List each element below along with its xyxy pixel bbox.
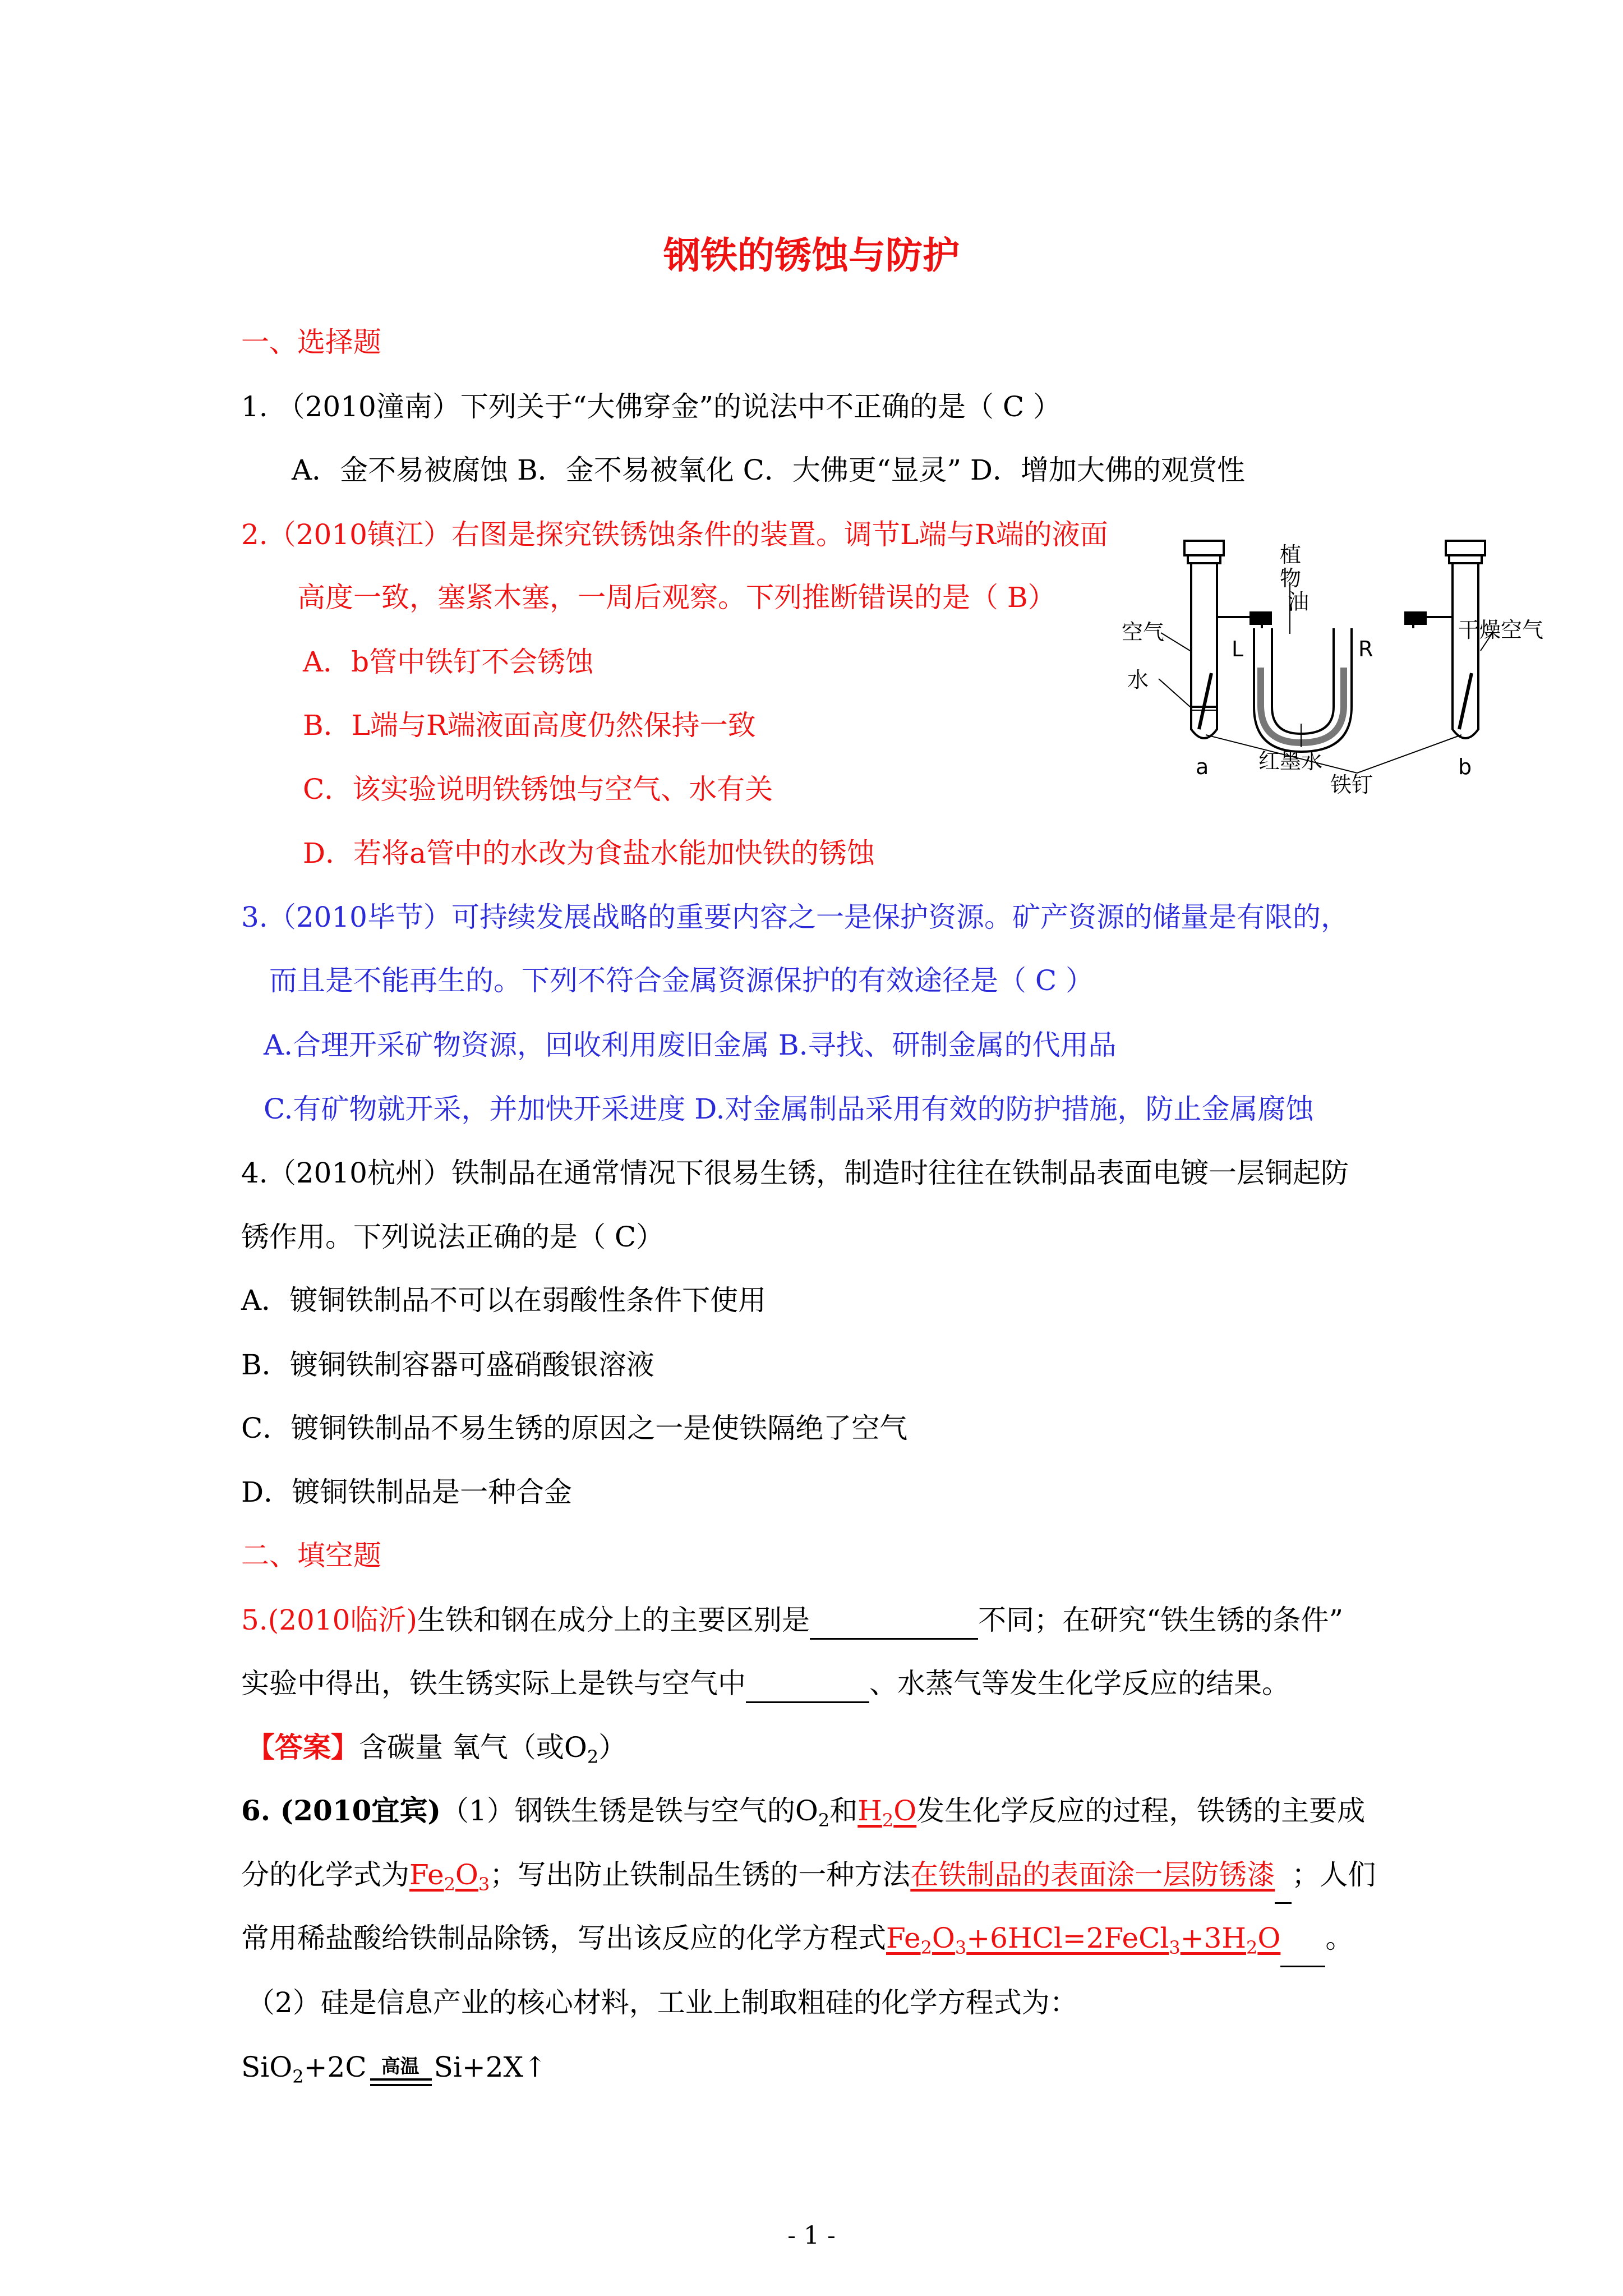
section-heading-fill: 二、填空题 — [241, 1539, 381, 1572]
question-5-blank-1[interactable] — [810, 1609, 978, 1640]
reaction-condition: 高温 — [367, 2057, 434, 2096]
question-5-part2: 不同；在研究“铁生锈的条件” — [978, 1604, 1344, 1636]
question-6-silicon-equation: SiO$_2$+2C 高温 Si+2X↑ — [241, 2047, 547, 2096]
page-number: - 1 - — [787, 2221, 836, 2250]
question-6-eq-blank — [1280, 1936, 1325, 1967]
question-5-line2 — [241, 1664, 1290, 1703]
question-5-line1 — [241, 1600, 1343, 1640]
label-plant-oil-2: 物 — [1280, 566, 1302, 591]
question-6-blank-tail — [1275, 1873, 1292, 1904]
section-heading-choice: 一、选择题 — [241, 326, 381, 358]
question-2-stem-line1: 2.（2010镇江）右图是探究铁锈蚀条件的装置。调节L端与R端的液面 — [241, 518, 1108, 551]
question-4-option-a: A．镀铜铁制品不可以在弱酸性条件下使用 — [241, 1284, 767, 1317]
stopper-a — [1184, 541, 1224, 555]
question-6-line1 — [241, 1791, 1365, 1840]
question-5-line2a: 实验中得出，铁生锈实际上是铁与空气中 — [241, 1667, 746, 1700]
question-6-l1d: 发生化学反应的过程，铁锈的主要成 — [916, 1795, 1366, 1827]
label-nail: 铁钉 — [1330, 772, 1373, 797]
document-title: 钢铁的锈蚀与防护 — [663, 233, 960, 277]
plug-right — [1405, 613, 1426, 624]
question-3-options-ab: A.合理开采矿物资源，回收利用废旧金属 B.寻找、研制金属的代用品 — [264, 1029, 1117, 1061]
label-water: 水 — [1127, 668, 1149, 692]
answer-equation: $Fe_2O_3+6HCl=2FeCl_3+3H_2O$ — [886, 1922, 1281, 1958]
nail-b — [1459, 673, 1472, 729]
question-1-stem: 1. （2010潼南）下列关于“大佛穿金”的说法中不正确的是（ C ） — [241, 390, 1062, 423]
question-6-l2a: 分的化学式为 — [241, 1858, 409, 1891]
u-tube-inner — [1272, 628, 1334, 734]
question-3-stem-line1: 3.（2010毕节）可持续发展战略的重要内容之一是保护资源。矿产资源的储量是有限的， — [241, 901, 1349, 933]
label-a: a — [1196, 754, 1209, 779]
answer-fe2o3: $Fe_2O_3$ — [409, 1858, 490, 1895]
question-4-option-d: D．镀铜铁制品是一种合金 — [241, 1476, 573, 1508]
question-4-option-c: C．镀铜铁制品不易生锈的原因之一是使铁隔绝了空气 — [241, 1412, 908, 1444]
question-5-blank-2[interactable] — [746, 1672, 869, 1703]
test-tube-b — [1453, 563, 1478, 738]
question-5-answer — [247, 1728, 626, 1777]
question-6-l3a: 常用稀盐酸给铁制品除锈，写出该反应的化学方程式 — [241, 1922, 886, 1954]
question-6-line3 — [241, 1918, 1353, 1967]
label-b: b — [1458, 754, 1472, 779]
question-2-stem-line2: 高度一致，塞紧木塞，一周后观察。下列推断错误的是（ B） — [297, 581, 1056, 614]
question-6-source: 6. (2010宜宾) — [241, 1794, 441, 1827]
question-3-stem-line2: 而且是不能再生的。下列不符合金属资源保护的有效途径是（ C ） — [269, 964, 1094, 997]
question-2-option-c: C．该实验说明铁锈蚀与空气、水有关 — [303, 773, 773, 806]
question-6-l3end: 。 — [1325, 1922, 1354, 1954]
stopper-b — [1446, 541, 1485, 555]
nail-a — [1199, 673, 1211, 729]
plug-left — [1251, 613, 1271, 624]
question-4-option-b: B．镀铜铁制容器可盛硝酸银溶液 — [241, 1349, 654, 1381]
label-L: L — [1232, 637, 1244, 661]
question-1-options: A．金不易被腐蚀 B．金不易被氧化 C．大佛更“显灵” D．增加大佛的观赏性 — [292, 454, 1245, 486]
label-air: 空气 — [1122, 620, 1165, 645]
label-dry-air: 干燥空气 — [1458, 618, 1544, 642]
answer-label: 【答案】 — [247, 1731, 359, 1764]
label-red-ink: 红墨水 — [1258, 749, 1323, 774]
question-6-l1a: （1）钢铁生锈是铁与空气的O — [441, 1795, 818, 1827]
answer-text: 含碳量 氧气（或O — [359, 1731, 587, 1764]
label-R: R — [1358, 637, 1373, 661]
answer-h2o: $H_2O$ — [857, 1795, 917, 1831]
question-5-line2b: 、水蒸气等发生化学反应的结果。 — [869, 1667, 1290, 1700]
question-2-option-a: A．b管中铁钉不会锈蚀 — [303, 646, 594, 678]
question-6-line4: （2）硅是信息产业的核心材料，工业上制取粗硅的化学方程式为： — [247, 1986, 1078, 2019]
rust-experiment-diagram — [1122, 539, 1548, 802]
question-4-stem-line2: 锈作用。下列说法正确的是（ C） — [241, 1221, 665, 1253]
question-6-l1a-sub: 2 — [818, 1810, 830, 1831]
question-6-l2c: ；写出防止铁制品生锈的一种方法 — [490, 1858, 911, 1891]
stopper-a-base — [1188, 555, 1220, 563]
answer-close: ） — [598, 1731, 627, 1764]
answer-rust-prevention: 在铁制品的表面涂一层防锈漆 — [910, 1858, 1275, 1891]
question-3-options-cd: C.有矿物就开采，并加快开采进度 D.对金属制品采用有效的防护措施，防止金属腐蚀 — [264, 1093, 1314, 1125]
label-plant-oil-1: 植 — [1280, 542, 1302, 567]
question-4-stem-line1: 4.（2010杭州）铁制品在通常情况下很易生锈，制造时往往在铁制品表面电镀一层铜起防 — [241, 1157, 1349, 1189]
question-6-line2 — [241, 1855, 1376, 1904]
question-6-l2e: ；人们 — [1292, 1858, 1376, 1891]
label-plant-oil-3: 油 — [1288, 590, 1310, 614]
question-2-option-d: D．若将a管中的水改为食盐水能加快铁的锈蚀 — [303, 837, 875, 869]
red-ink — [1261, 668, 1344, 743]
question-5-part1: 生铁和钢在成分上的主要区别是 — [417, 1604, 810, 1636]
question-6-l1b: 和 — [829, 1795, 858, 1827]
question-5-source: 5.(2010临沂) — [241, 1604, 417, 1636]
question-2-option-b: B．L端与R端液面高度仍然保持一致 — [303, 709, 756, 742]
stopper-b-base — [1449, 555, 1482, 563]
answer-sub: 2 — [587, 1746, 599, 1768]
